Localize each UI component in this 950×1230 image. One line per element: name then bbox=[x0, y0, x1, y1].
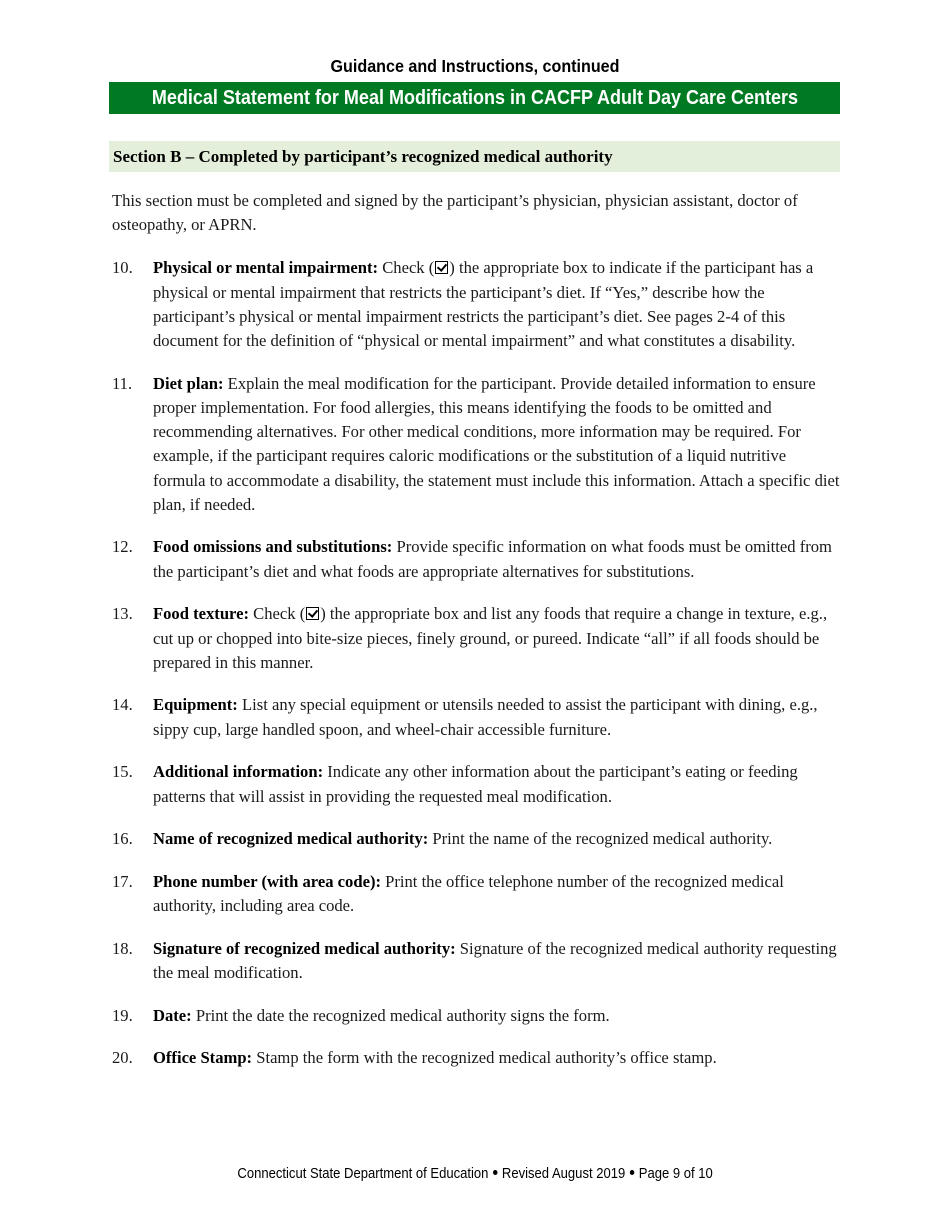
item-text: Print the office telephone number of the recognized medical authority, including area code. bbox=[153, 871, 784, 916]
checked-box-icon bbox=[306, 607, 319, 620]
item-text: Provide specific information on what foods must be omitted from the participant’s diet and what foods are appropriate alternatives for substitutions. bbox=[153, 537, 832, 581]
item-text: Print the date the recognized medical authority signs the form. bbox=[191, 1005, 610, 1025]
item-number: 19. bbox=[112, 1005, 133, 1025]
item-term: Date: bbox=[153, 1005, 192, 1025]
item-text: Stamp the form with the recognized medical authority’s office stamp. bbox=[252, 1048, 717, 1068]
item-body bbox=[153, 1004, 842, 1028]
item-term: Phone number (with area code): bbox=[153, 871, 381, 891]
document-title-bar bbox=[109, 82, 840, 114]
item-body bbox=[153, 602, 842, 675]
item-number: 13. bbox=[112, 604, 133, 624]
item-text: Explain the meal modification for the participant. Provide detailed information to ensure proper implementation. For food allergies, this means identifying the foods to be omitted and recommending alternatives. For other medical conditions, more information may be required. For example, if the participant requires caloric modifications or the substitution of a liquid nutritive formula to accommodate a disability, the statement must include this information. Attach a specific diet plan, if needed. bbox=[153, 373, 840, 514]
item-number: 12. bbox=[112, 537, 133, 557]
item-term: Equipment: bbox=[153, 695, 238, 715]
instructions-content bbox=[112, 189, 842, 1089]
list-item bbox=[112, 937, 842, 985]
section-intro: This section must be completed and signed by the participant’s physician, physician assistant, doctor of osteopathy, or APRN. bbox=[112, 191, 798, 235]
list-item bbox=[112, 827, 842, 851]
item-number: 16. bbox=[112, 829, 133, 849]
item-term: Name of recognized medical authority: bbox=[153, 829, 429, 849]
list-item bbox=[112, 602, 842, 675]
list-item bbox=[112, 372, 842, 517]
list-item bbox=[112, 870, 842, 918]
item-text: List any special equipment or utensils needed to assist the participant with dining, e.g., sippy cup, large handled spoon, and wheel-chair accessible furniture. bbox=[153, 695, 818, 739]
list-item bbox=[112, 693, 842, 741]
item-body bbox=[153, 760, 842, 808]
item-text: Signature of the recognized medical authority requesting the meal modification. bbox=[153, 938, 837, 983]
item-term: Food omissions and substitutions: bbox=[153, 537, 393, 557]
item-text-before-check: Check ( bbox=[249, 604, 306, 624]
item-number: 15. bbox=[112, 762, 133, 782]
item-body bbox=[153, 372, 842, 517]
item-text: ) the appropriate box to indicate if the participant has a physical or mental impairment that restricts the participant’s diet. If “Yes,” describe how the participant’s physical or mental impairment restricts the participant’s diet. See pages 2-4 of this document for the definition of “physical or mental impairment” and what constitutes a disability. bbox=[153, 258, 814, 351]
item-number: 17. bbox=[112, 871, 133, 891]
item-body bbox=[153, 693, 842, 741]
item-text: Print the name of the recognized medical authority. bbox=[428, 829, 773, 849]
checked-box-icon bbox=[435, 261, 448, 274]
item-term: Additional information: bbox=[153, 762, 324, 782]
document-title: Medical Statement for Meal Modifications in CACFP Adult Day Care Centers bbox=[151, 87, 798, 109]
item-number: 20. bbox=[112, 1048, 133, 1068]
bullet-icon bbox=[630, 1170, 635, 1175]
footer-organization: Connecticut State Department of Education bbox=[237, 1166, 489, 1182]
list-item bbox=[112, 535, 842, 583]
item-number: 11. bbox=[112, 373, 133, 393]
list-item bbox=[112, 256, 842, 353]
footer-revised: Revised August 2019 bbox=[501, 1166, 626, 1182]
item-term: Office Stamp: bbox=[153, 1048, 253, 1068]
item-number: 14. bbox=[112, 695, 133, 715]
item-number: 10. bbox=[112, 258, 133, 278]
instruction-list bbox=[112, 256, 842, 1070]
item-term: Diet plan: bbox=[153, 373, 224, 393]
item-body bbox=[153, 937, 842, 985]
item-body bbox=[153, 535, 842, 583]
item-text-before-check: Check ( bbox=[378, 258, 435, 278]
item-term: Physical or mental impairment: bbox=[153, 258, 379, 278]
list-item bbox=[112, 1004, 842, 1028]
continued-heading: Guidance and Instructions, continued bbox=[330, 56, 620, 76]
item-body bbox=[153, 1046, 842, 1070]
item-text: Indicate any other information about the participant’s eating or feeding patterns that will assist in providing the requested meal modification. bbox=[153, 762, 798, 806]
item-body bbox=[153, 827, 842, 851]
bullet-icon bbox=[493, 1170, 498, 1175]
footer-page-number: Page 9 of 10 bbox=[638, 1166, 713, 1182]
item-term: Signature of recognized medical authority: bbox=[153, 938, 456, 958]
item-text: ) the appropriate box and list any foods that require a change in texture, e.g., cut up or chopped into bite-size pieces, finely ground, or pureed. Indicate “all” if all foods should be prepared in this manner. bbox=[153, 604, 828, 672]
item-term: Food texture: bbox=[153, 604, 250, 624]
item-body bbox=[153, 256, 842, 353]
section-heading: Section B – Completed by participant’s recognized medical authority bbox=[109, 141, 840, 172]
page-footer bbox=[0, 1166, 950, 1182]
list-item bbox=[112, 1046, 842, 1070]
footer-line bbox=[237, 1166, 712, 1182]
item-number: 18. bbox=[112, 938, 133, 958]
item-body bbox=[153, 870, 842, 918]
list-item bbox=[112, 760, 842, 808]
